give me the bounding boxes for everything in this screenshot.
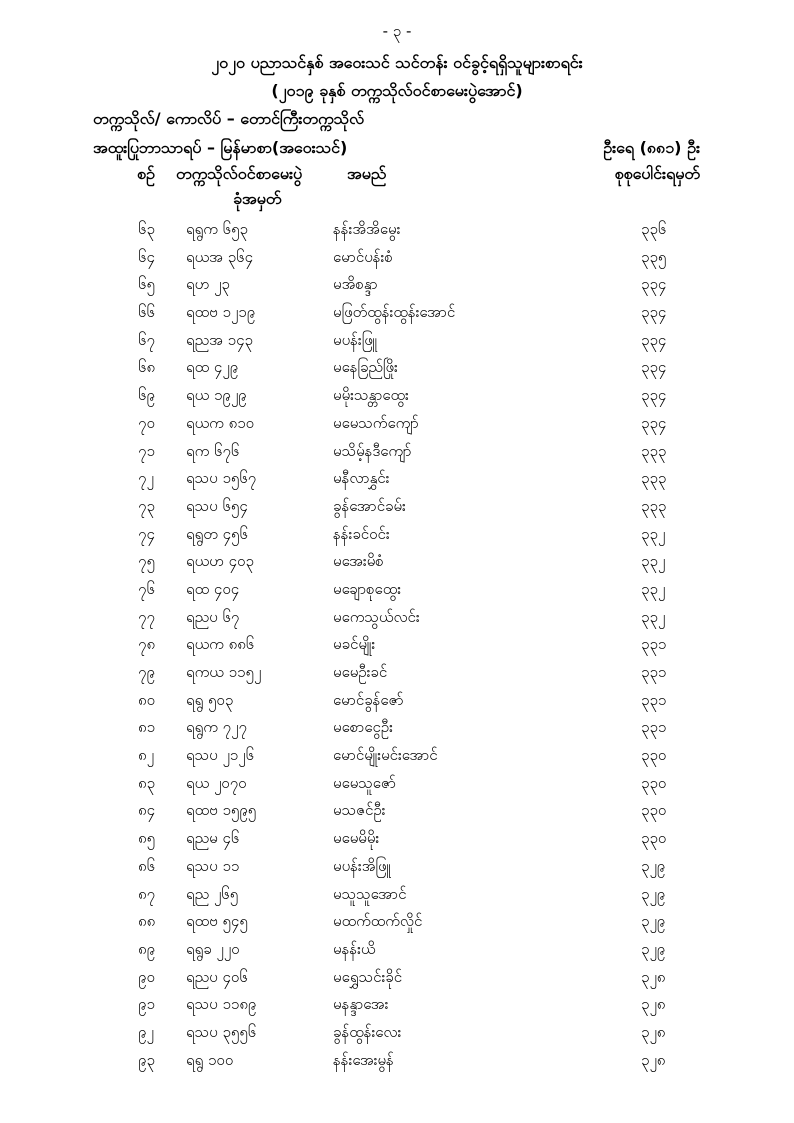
row-number: ၈၂ <box>138 746 154 765</box>
table-row <box>0 497 794 525</box>
table-row <box>0 718 794 746</box>
table-row <box>0 663 794 691</box>
roll-number: ရညအ ၁၄၃ <box>186 330 253 349</box>
row-number: ၇၇ <box>138 607 155 626</box>
student-name: မအိစန္ဒာ <box>333 275 378 294</box>
row-number: ၉၁ <box>138 995 155 1014</box>
table-row <box>0 469 794 497</box>
row-number: ၈၇ <box>138 884 156 903</box>
total-marks: ၃၂၈ <box>641 1022 666 1041</box>
student-name: ခွန်အောင်ခမ်း <box>333 496 406 515</box>
column-header-no: စဉ် <box>137 164 155 183</box>
total-marks: ၃၂၉ <box>641 912 666 931</box>
table-row <box>0 220 794 248</box>
table-row <box>0 940 794 968</box>
student-name: မောင်မျိုးမင်းအောင် <box>333 746 438 765</box>
total-marks: ၃၂၉ <box>641 884 666 903</box>
total-marks: ၃၃၁ <box>641 635 667 654</box>
roll-number: ရကယ ၁၁၅၂ <box>186 663 262 681</box>
roll-number: ရသပ ၆၅၄ <box>186 496 248 515</box>
roll-number: ရထဗ ၁၂၁၉ <box>186 303 256 322</box>
student-name: မောင်ပန်းစံ <box>333 247 393 266</box>
row-number: ၉၃ <box>138 1050 155 1069</box>
student-name: နန်းအိအိမွေး <box>333 220 401 238</box>
row-number: ၆၈ <box>138 358 156 377</box>
table-row <box>0 275 794 303</box>
student-name: မဖြတ်ထွန်းထွန်းအောင် <box>333 303 456 322</box>
table-row <box>0 912 794 940</box>
roll-number: ရထဗ ၁၅၉၅ <box>186 801 257 820</box>
total-marks: ၃၃၆ <box>641 220 667 238</box>
column-header-name: အမည် <box>347 164 387 183</box>
row-number: ၆၆ <box>138 303 155 322</box>
total-marks: ၃၂၉ <box>641 939 666 958</box>
total-marks: ၃၃၁ <box>641 718 667 737</box>
student-name: မခင်မျိုး <box>333 635 376 654</box>
roll-number: ရထ ၄၂၉ <box>186 358 239 377</box>
student-name: မနန်းယိ <box>333 939 376 958</box>
total-marks: ၃၃၀ <box>641 773 667 792</box>
roll-number: ရယက ၈၈၆ <box>186 635 255 654</box>
student-name: မထက်ထက်လှိုင် <box>333 912 423 931</box>
table-row <box>0 1023 794 1051</box>
row-number: ၇၆ <box>138 579 155 598</box>
roll-number: ရယအ ၃၆၄ <box>186 247 254 266</box>
row-number: ၆၅ <box>138 275 155 294</box>
roll-number: ရရွက ၇၂၇ <box>186 718 247 737</box>
student-name: မမိုးသန္တာထွေး <box>333 386 409 405</box>
row-number: ၈၅ <box>138 829 156 848</box>
total-marks: ၃၃၀ <box>641 829 667 848</box>
roll-number: ရညမ ၄၆ <box>186 829 240 848</box>
student-name: မနီလာနွှင်း <box>333 469 390 488</box>
table-row <box>0 331 794 359</box>
roll-number: ရရွက ၆၅၃ <box>186 220 248 238</box>
roll-number: ရရွ ၁၀၀ <box>186 1050 234 1069</box>
student-name: ခွန်ထွန်းလေး <box>333 1022 402 1041</box>
roll-number: ရယ ၁၉၂၉ <box>186 386 247 405</box>
student-name: မောင်ခွန်ဇော် <box>333 690 404 709</box>
total-marks: ၃၃၃ <box>641 469 667 488</box>
total-marks: ၃၃၅ <box>641 247 667 266</box>
table-row <box>0 746 794 774</box>
student-name: မပန်းအိဖြူ <box>333 856 391 875</box>
subject-line: အထူးပြုဘာသာရပ် – မြန်မာစာ(အဝေးသင်) <box>93 138 348 157</box>
roll-number: ရယ ၂၀၇၀ <box>186 773 247 792</box>
total-marks: ၃၃၂ <box>641 579 666 598</box>
student-name: မစောငွေဦး <box>333 718 393 737</box>
student-name: မနန္ဒာအေး <box>333 995 389 1014</box>
student-name: မမေသူဇော် <box>333 773 397 792</box>
total-marks: ၃၂၈ <box>641 967 666 986</box>
total-marks: ၃၃၄ <box>641 303 667 322</box>
table-row <box>0 525 794 553</box>
total-marks: ၃၃၃ <box>641 441 667 460</box>
roll-number: ရသပ ၂၁၂၆ <box>186 746 255 765</box>
student-name: မရွှေသင်းခိုင် <box>333 967 403 986</box>
table-row <box>0 829 794 857</box>
total-marks: ၃၂၈ <box>641 995 666 1014</box>
row-number: ၈၀ <box>138 690 156 709</box>
table-row <box>0 414 794 442</box>
row-number: ၇၃ <box>138 496 155 515</box>
student-name: မသဇင်ဦး <box>333 801 386 820</box>
table-row <box>0 774 794 802</box>
table-row <box>0 303 794 331</box>
table-row <box>0 857 794 885</box>
table-row <box>0 691 794 719</box>
table-row <box>0 968 794 996</box>
row-number: ၈၁ <box>138 718 156 737</box>
roll-number: ရရွ ၅၀၃ <box>186 690 234 709</box>
column-header-roll-sub: ခုံအမှတ် <box>233 189 282 208</box>
row-number: ၇၀ <box>138 413 155 432</box>
roll-number: ရသပ ၃၅၅၆ <box>186 1022 257 1041</box>
roll-number: ရသပ ၁၁ <box>186 856 240 875</box>
roll-number: ရည ၂၆၅ <box>186 884 239 903</box>
total-marks: ၃၃၂ <box>641 524 666 543</box>
table-row <box>0 635 794 663</box>
row-number: ၇၉ <box>138 663 155 681</box>
roll-number: ရထဗ ၅၄၅ <box>186 912 248 931</box>
table-row <box>0 552 794 580</box>
total-marks: ၃၃၄ <box>641 330 667 349</box>
table-row <box>0 1051 794 1079</box>
row-number: ၈၈ <box>138 912 156 931</box>
roll-number: ရယက ၈၁၀ <box>186 413 255 432</box>
row-number: ၆၇ <box>138 330 155 349</box>
student-name: မအေးမိစံ <box>333 552 384 571</box>
total-marks: ၃၃၁ <box>641 663 667 681</box>
student-name: မမေမိမိုး <box>333 829 380 848</box>
total-count: ဦးရေ (၈၈၁) ဦး <box>603 138 700 157</box>
column-header-marks: စုစုပေါင်းရမှတ် <box>614 164 700 183</box>
row-number: ၇၁ <box>138 441 155 460</box>
total-marks: ၃၃၄ <box>641 386 667 405</box>
row-number: ၇၅ <box>138 552 155 571</box>
student-name: နန်းခင်ဝင်း <box>333 524 390 543</box>
table-row <box>0 358 794 386</box>
total-marks: ၃၃၃ <box>641 496 667 515</box>
student-name: မသိမ့်နဒီကျော် <box>333 441 412 460</box>
total-marks: ၃၂၈ <box>641 1050 666 1069</box>
table-row <box>0 608 794 636</box>
total-marks: ၃၃၄ <box>641 358 667 377</box>
university-line: တက္ကသိုလ်/ ကောလိပ် – တောင်ကြီးတက္ကသိုလ် <box>93 109 365 128</box>
roll-number: ရညပ ၆၇ <box>186 607 240 626</box>
table-row <box>0 386 794 414</box>
row-number: ၇၄ <box>138 524 155 543</box>
student-name: မသူသူအောင် <box>333 884 407 903</box>
roll-number: ရရွတ ၄၅၆ <box>186 524 248 543</box>
table-row <box>0 442 794 470</box>
roll-number: ရဟ ၂၃ <box>186 275 230 294</box>
row-number: ၉၂ <box>138 1022 154 1041</box>
table-row <box>0 995 794 1023</box>
roll-number: ရယဟ ၄၀၃ <box>186 552 254 571</box>
row-number: ၈၃ <box>138 773 156 792</box>
total-marks: ၃၃၂ <box>641 607 666 626</box>
student-name: မပန်းဖြူ <box>333 330 378 349</box>
total-marks: ၃၃၂ <box>641 552 666 571</box>
student-name: မမေဦးခင် <box>333 663 388 681</box>
student-name: မနေခြည်ဖြိုး <box>333 358 398 377</box>
row-number: ၇၂ <box>138 469 154 488</box>
total-marks: ၃၃၀ <box>641 801 667 820</box>
total-marks: ၃၃၄ <box>641 413 667 432</box>
roll-number: ရသပ ၁၅၆၇ <box>186 469 257 488</box>
student-name: နန်းအေးမွန် <box>333 1050 394 1069</box>
total-marks: ၃၃၁ <box>641 690 667 709</box>
results-table <box>0 220 794 1078</box>
table-row <box>0 885 794 913</box>
row-number: ၈၄ <box>138 801 156 820</box>
document-subtitle: (၂၀၁၉ ခုနှစ် တက္ကသိုလ်ဝင်စာမေးပွဲအောင်) <box>271 81 523 100</box>
table-row <box>0 248 794 276</box>
page-number: - ၃ - <box>382 22 412 40</box>
roll-number: ရသပ ၁၁၈၉ <box>186 995 257 1014</box>
total-marks: ၃၃၀ <box>641 746 667 765</box>
row-number: ၈၆ <box>138 856 156 875</box>
row-number: ၆၄ <box>138 247 155 266</box>
total-marks: ၃၂၉ <box>641 856 666 875</box>
table-row <box>0 580 794 608</box>
student-name: မကေသွယ်လင်း <box>333 607 420 626</box>
student-name: မချောစုထွေး <box>333 579 401 598</box>
document-title: ၂၀၂၀ ပညာသင်နှစ် အဝေးသင် သင်တန်း ဝင်ခွင့်ရရှိသူများစာရင်း <box>211 53 583 72</box>
row-number: ၈၉ <box>138 939 156 958</box>
table-row <box>0 801 794 829</box>
column-header-roll: တက္ကသိုလ်ဝင်စာမေးပွဲ <box>176 164 303 183</box>
row-number: ၉၀ <box>138 967 155 986</box>
roll-number: ရရွခ ၂၂၀ <box>186 939 240 958</box>
total-marks: ၃၃၄ <box>641 275 667 294</box>
student-name: မမေသက်ကျော် <box>333 413 419 432</box>
row-number: ၆၃ <box>138 220 155 238</box>
roll-number: ရထ ၄၀၄ <box>186 579 240 598</box>
row-number: ၆၉ <box>138 386 155 405</box>
roll-number: ရက ၆၇၆ <box>186 441 240 460</box>
row-number: ၇၈ <box>138 635 156 654</box>
roll-number: ရညပ ၄၀၆ <box>186 967 248 986</box>
